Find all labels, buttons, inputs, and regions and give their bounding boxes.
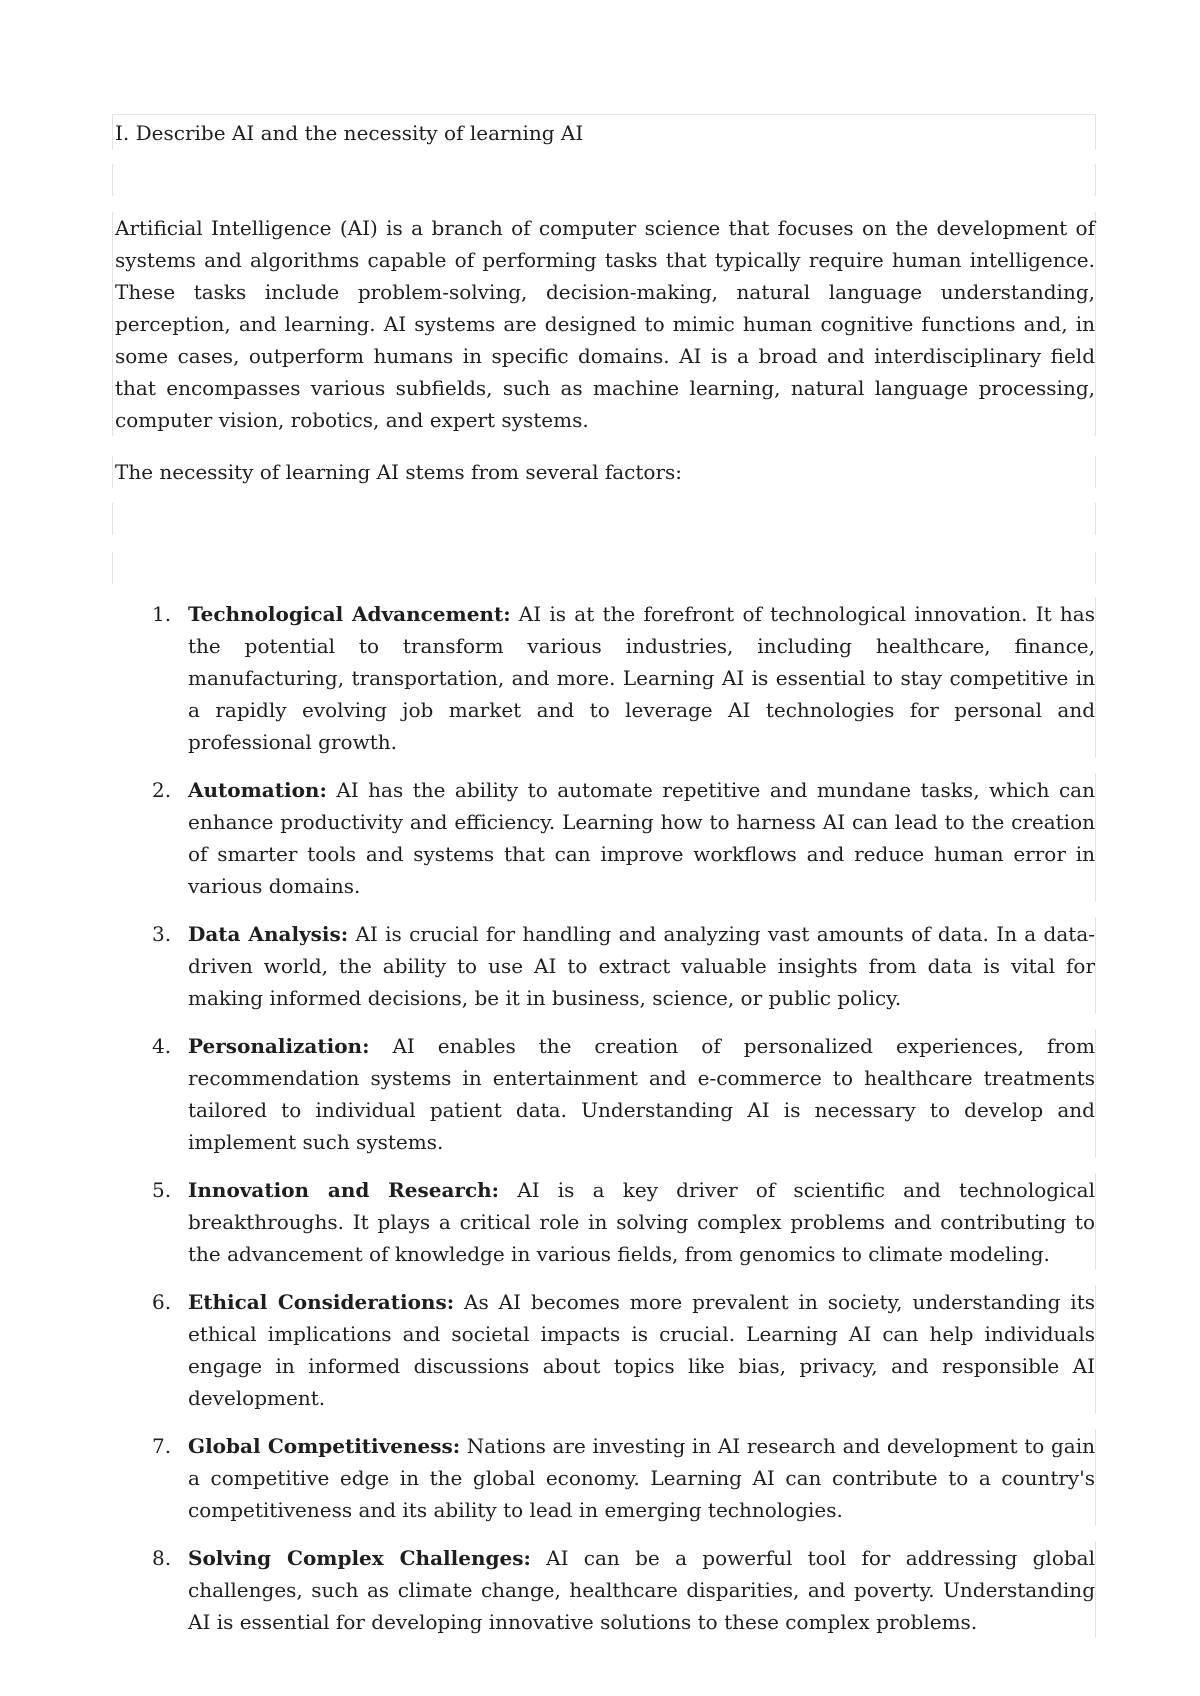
list-item [152,774,1096,902]
list-item [152,1286,1096,1414]
blank-line [112,552,1096,584]
list-item-text: AI can be a powerful tool for addressing global challenges, such as climate change, healthcare disparities, and poverty. Understanding AI is essential for developing innovative solutions to these complex problems. [188,1546,1095,1634]
list-item-title: Solving Complex Challenges: [188,1546,531,1570]
list-item [152,598,1096,758]
list-item [152,1174,1096,1270]
list-item-number: 6. [152,1290,172,1314]
list-item-title: Innovation and Research: [188,1178,500,1202]
list-item [152,1030,1096,1158]
list-item-text: Nations are investing in AI research and development to gain a competitive edge in the global economy. Learning AI can contribute to a country's competitiveness and its ability to lead in emerging technologies. [188,1434,1095,1522]
list-item-number: 2. [152,778,172,802]
list-item [152,1542,1096,1638]
list-item-number: 7. [152,1434,172,1458]
list-item [152,918,1096,1014]
intro-paragraph: Artificial Intelligence (AI) is a branch of computer science that focuses on the development of systems and algorithms capable of performing tasks that typically require human intelligence. These tasks include problem-solving, decision-making, natural language understanding, perception, and learning. AI systems are designed to mimic human cognitive functions and, in some cases, outperform humans in specific domains. AI is a broad and interdisciplinary field that encompasses various subfields, such as machine learning, natural language processing, computer vision, robotics, and expert systems. [112,212,1096,436]
list-item-title: Personalization: [188,1034,370,1058]
list-item-text: As AI becomes more prevalent in society, understanding its ethical implications and societal impacts is crucial. Learning AI can help individuals engage in informed discussions about topics like bias, privacy, and responsible AI development. [188,1290,1096,1410]
list-item-title: Ethical Considerations: [188,1290,455,1314]
list-item-number: 8. [152,1546,172,1570]
section-heading: I. Describe AI and the necessity of learning AI [112,114,1096,150]
list-item-text: AI has the ability to automate repetitive and mundane tasks, which can enhance productivity and efficiency. Learning how to harness AI can lead to the creation of smarter tools and systems that can improve workflows and reduce human error in various domains. [188,778,1095,898]
list-item [152,1430,1096,1526]
list-item-number: 5. [152,1178,172,1202]
necessity-intro: The necessity of learning AI stems from several factors: [112,456,1096,488]
list-item-title: Automation: [188,778,327,802]
list-item-text: AI is crucial for handling and analyzing vast amounts of data. In a data-driven world, the ability to use AI to extract valuable insights from data is vital for making informed decisions, be it in business, science, or public policy. [188,922,1096,1010]
list-item-number: 3. [152,922,172,946]
list-item-number: 1. [152,602,172,626]
blank-line [112,164,1096,196]
list-item-title: Global Competitiveness: [188,1434,461,1458]
blank-line [112,503,1096,535]
list-item-number: 4. [152,1034,172,1058]
list-item-title: Data Analysis: [188,922,349,946]
factors-list [152,598,1096,1654]
list-item-text: AI is at the forefront of technological innovation. It has the potential to transform various industries, including healthcare, finance, manufacturing, transportation, and more. Learning AI is essential to stay competitive in a rapidly evolving job market and to leverage AI technologies for personal and professional growth. [188,602,1095,754]
list-item-title: Technological Advancement: [188,602,511,626]
list-item-text: AI is a key driver of scientific and technological breakthroughs. It plays a critical role in solving complex problems and contributing to the advancement of knowledge in various fields, from genomics to climate modeling. [188,1178,1095,1266]
list-item-text: AI enables the creation of personalized experiences, from recommendation systems in entertainment and e-commerce to healthcare treatments tailored to individual patient data. Understanding AI is necessary to develop and implement such systems. [188,1034,1095,1154]
